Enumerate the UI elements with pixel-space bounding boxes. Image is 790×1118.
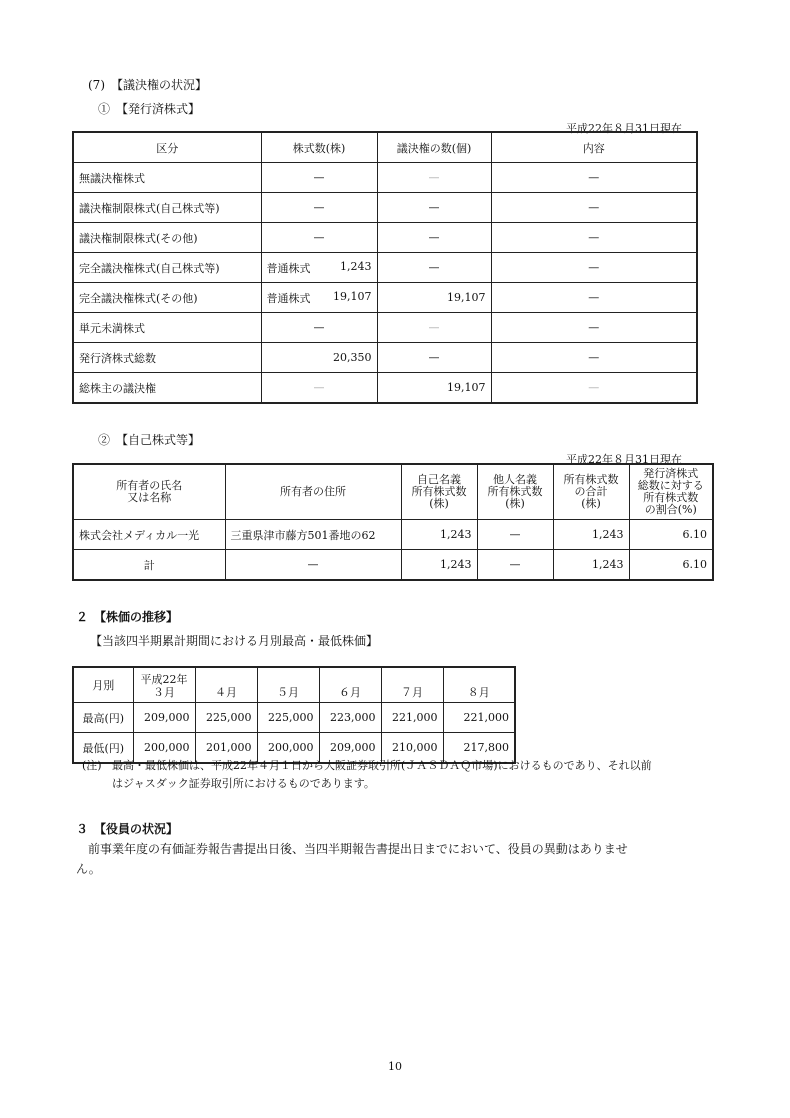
content-cell: — (491, 343, 697, 373)
month-cell: ６月 (319, 667, 381, 703)
shares-cell: — (261, 373, 377, 404)
row-label: 最高(円) (73, 703, 133, 733)
page-number: 10 (388, 1060, 402, 1073)
month-label: 月別 (73, 667, 133, 703)
section7-title: (7) 【議決権の状況】 (88, 78, 207, 92)
shares-split (267, 260, 372, 276)
row-label: 最低(円) (73, 733, 133, 764)
as-of-date-2: 平成22年８月31日現在 (566, 453, 682, 466)
price-cell: 217,800 (443, 733, 515, 764)
table-row (73, 520, 713, 550)
issued-shares-table (72, 131, 698, 404)
shares-cell (261, 283, 377, 313)
share-count: 19,107 (333, 289, 372, 303)
content-cell: — (491, 163, 697, 193)
cell: 計 (73, 550, 225, 581)
as-of-date-1: 平成22年８月31日現在 (566, 122, 682, 135)
shares-cell: 20,350 (261, 343, 377, 373)
cell: 1,243 (553, 520, 629, 550)
votes-cell: 19,107 (377, 283, 491, 313)
section2-subtitle: 【当該四半期累計期間における月別最高・最低株価】 (90, 634, 379, 648)
votes-cell: 19,107 (377, 373, 491, 404)
section3-title: ３ 【役員の状況】 (76, 822, 179, 836)
header-cell: 所有者の住所 (225, 464, 401, 520)
price-cell: 209,000 (319, 733, 381, 764)
treasury-shares-table (72, 463, 714, 581)
votes-cell: — (377, 313, 491, 343)
shares-cell: — (261, 163, 377, 193)
price-cell: 200,000 (133, 733, 195, 764)
header-category: 区分 (73, 132, 261, 163)
cell: — (477, 520, 553, 550)
cell: 1,243 (401, 550, 477, 581)
table-row (73, 283, 697, 313)
month-cell: ７月 (381, 667, 443, 703)
note-line-1: 最高・最低株価は、平成22年４月１日から大阪証券取引所(ＪＡＳＤＡＱ市場)におけるものであり、それ以前 (112, 759, 652, 772)
content-cell: — (491, 373, 697, 404)
header-cell: 他人名義 所有株式数 (株) (477, 464, 553, 520)
table-row (73, 343, 697, 373)
row-label: 完全議決権株式(自己株式等) (73, 253, 261, 283)
note-label: (注) (82, 759, 102, 772)
table-row (73, 373, 697, 404)
stock-price-table (72, 666, 516, 764)
section2-title: ２ 【株価の推移】 (76, 610, 179, 624)
price-cell: 221,000 (443, 703, 515, 733)
header-cell: 所有株式数 の合計 (株) (553, 464, 629, 520)
month-cell: 平成22年 ３月 (133, 667, 195, 703)
treasury-shares-heading: ② 【自己株式等】 (98, 433, 201, 447)
votes-cell: — (377, 253, 491, 283)
content-cell: — (491, 193, 697, 223)
row-label: 完全議決権株式(その他) (73, 283, 261, 313)
issued-shares-heading: ① 【発行済株式】 (98, 102, 201, 116)
cell: 6.10 (629, 520, 713, 550)
note-line-2: はジャスダック証券取引所におけるものであります。 (112, 777, 375, 790)
header-votes: 議決権の数(個) (377, 132, 491, 163)
shares-cell: — (261, 193, 377, 223)
shares-cell: — (261, 313, 377, 343)
price-cell: 201,000 (195, 733, 257, 764)
row-label: 発行済株式総数 (73, 343, 261, 373)
row-label: 単元未満株式 (73, 313, 261, 343)
month-cell: ８月 (443, 667, 515, 703)
shares-cell (261, 253, 377, 283)
header-cell: 所有者の氏名 又は名称 (73, 464, 225, 520)
votes-cell: — (377, 223, 491, 253)
table-row (73, 550, 713, 581)
month-cell: ５月 (257, 667, 319, 703)
shares-split (267, 290, 372, 306)
cell: 1,243 (553, 550, 629, 581)
row-label: 総株主の議決権 (73, 373, 261, 404)
row-label: 議決権制限株式(その他) (73, 223, 261, 253)
content-cell: — (491, 313, 697, 343)
cell: 株式会社メディカル一光 (73, 520, 225, 550)
month-header-row (73, 667, 515, 703)
table-row (73, 223, 697, 253)
month-cell: ４月 (195, 667, 257, 703)
row-label: 無議決権株式 (73, 163, 261, 193)
shares-cell: — (261, 223, 377, 253)
content-cell: — (491, 283, 697, 313)
votes-cell: — (377, 343, 491, 373)
content-cell: — (491, 223, 697, 253)
share-type: 普通株式 (266, 291, 311, 305)
share-type: 普通株式 (266, 261, 311, 275)
section3-body-line-2: ん。 (76, 862, 101, 876)
price-cell: 210,000 (381, 733, 443, 764)
header-cell: 発行済株式 総数に対する 所有株式数 の割合(%) (629, 464, 713, 520)
price-cell: 223,000 (319, 703, 381, 733)
cell: — (225, 550, 401, 581)
header-cell: 自己名義 所有株式数 (株) (401, 464, 477, 520)
header-shares: 株式数(株) (261, 132, 377, 163)
table-row (73, 193, 697, 223)
price-cell: 200,000 (257, 733, 319, 764)
high-row (73, 703, 515, 733)
header-content: 内容 (491, 132, 697, 163)
share-count: 1,243 (340, 259, 372, 273)
row-label: 議決権制限株式(自己株式等) (73, 193, 261, 223)
cell: 三重県津市藤方501番地の62 (225, 520, 401, 550)
price-cell: 225,000 (195, 703, 257, 733)
content-cell: — (491, 253, 697, 283)
votes-cell: — (377, 193, 491, 223)
table-header-row (73, 132, 697, 163)
table-row (73, 253, 697, 283)
price-cell: 209,000 (133, 703, 195, 733)
cell: — (477, 550, 553, 581)
cell: 6.10 (629, 550, 713, 581)
price-cell: 221,000 (381, 703, 443, 733)
cell: 1,243 (401, 520, 477, 550)
price-cell: 225,000 (257, 703, 319, 733)
table-row (73, 313, 697, 343)
votes-cell: — (377, 163, 491, 193)
table-header-row (73, 464, 713, 520)
table-row (73, 163, 697, 193)
section3-body-line-1: 前事業年度の有価証券報告書提出日後、当四半期報告書提出日までにおいて、役員の異動はありませ (76, 842, 628, 856)
